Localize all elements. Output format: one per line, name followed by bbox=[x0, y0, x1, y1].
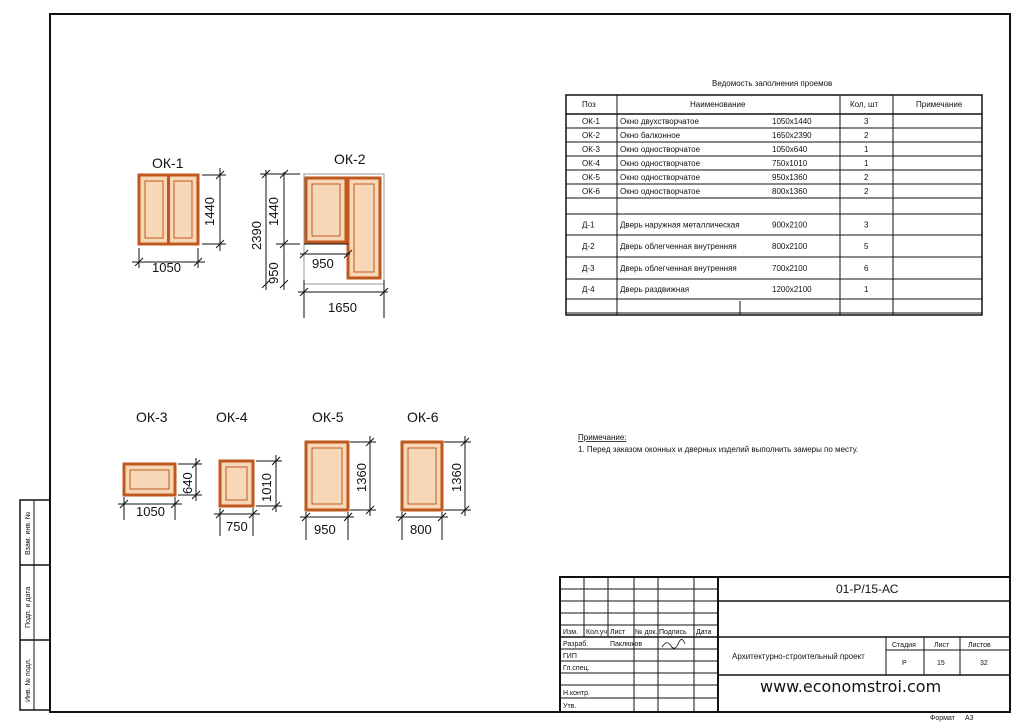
spec-cell-qty: 3 bbox=[864, 117, 869, 126]
ok2-door-width: 950 bbox=[312, 256, 334, 271]
spec-cell-name: Окно одностворчатое bbox=[620, 159, 701, 168]
tb-list-label: Лист bbox=[934, 642, 950, 649]
spec-cell-pos: Д-4 bbox=[582, 285, 595, 294]
tb-col-podp: Подпись bbox=[659, 629, 687, 636]
tb-code: 01-Р/15-АС bbox=[836, 582, 899, 596]
spec-cell-size: 1650х2390 bbox=[772, 131, 812, 140]
side-stamp bbox=[20, 500, 50, 710]
tb-stadia-value: Р bbox=[902, 660, 907, 667]
spec-cell-size: 800х1360 bbox=[772, 187, 808, 196]
side-stamp-vzam: Взам. инв. № bbox=[25, 511, 32, 555]
tb-role-gl: Гл.спец. bbox=[563, 665, 590, 672]
spec-cell-size: 900х2100 bbox=[772, 220, 808, 230]
tb-col-kol: Кол.уч bbox=[586, 629, 607, 636]
watermark: www.economstroi.com bbox=[760, 677, 942, 696]
tb-author: Паклюков bbox=[610, 641, 643, 648]
spec-cell-pos: ОК-4 bbox=[582, 159, 600, 168]
spec-cell-pos: Д-1 bbox=[582, 220, 595, 230]
ok2-total-width: 1650 bbox=[328, 300, 357, 315]
spec-cell-pos: ОК-1 bbox=[582, 117, 600, 126]
window-ok1 bbox=[132, 155, 226, 275]
spec-cell-name: Дверь наружная металлическая bbox=[620, 220, 740, 230]
spec-cell-name: Окно балконное bbox=[620, 131, 681, 140]
side-stamp-inv: Инв. № подл. bbox=[25, 658, 32, 702]
ok1-label: ОК-1 bbox=[152, 155, 184, 171]
spec-cell-pos: Д-3 bbox=[582, 264, 595, 273]
tb-format-label: Формат bbox=[930, 715, 955, 722]
tb-col-data: Дата bbox=[696, 629, 712, 636]
spec-cell-qty: 2 bbox=[864, 173, 869, 182]
notes bbox=[578, 433, 858, 454]
spec-cell-size: 1050х1440 bbox=[772, 117, 812, 126]
spec-cell-qty: 6 bbox=[864, 264, 869, 273]
spec-header-qty: Кол, шт bbox=[850, 100, 879, 109]
spec-cell-size: 1050х640 bbox=[772, 145, 808, 154]
notes-line1: 1. Перед заказом оконных и дверных изделий выполнить замеры по месту. bbox=[578, 445, 859, 454]
spec-cell-qty: 3 bbox=[864, 220, 869, 230]
spec-cell-qty: 2 bbox=[864, 131, 869, 140]
spec-cell-qty: 1 bbox=[864, 285, 869, 294]
ok4-width: 750 bbox=[226, 519, 248, 534]
spec-cell-name: Окно двухстворчатое bbox=[620, 117, 699, 126]
tb-format-value: А3 bbox=[965, 715, 974, 722]
spec-table-title: Ведомость заполнения проемов bbox=[712, 79, 833, 88]
window-ok2 bbox=[249, 151, 388, 318]
spec-cell-name: Окно одностворчатое bbox=[620, 145, 701, 154]
spec-cell-name: Дверь облегченная внутренняя bbox=[620, 242, 737, 251]
spec-cell-pos: Д-2 bbox=[582, 242, 595, 251]
spec-cell-size: 950х1360 bbox=[772, 173, 808, 182]
signature bbox=[662, 639, 685, 648]
spec-cell-size: 800х2100 bbox=[772, 242, 808, 251]
ok2-label: ОК-2 bbox=[334, 151, 366, 167]
spec-table bbox=[566, 79, 982, 315]
ok1-height: 1440 bbox=[202, 197, 217, 226]
spec-cell-qty: 5 bbox=[864, 242, 869, 251]
ok6-label: ОК-6 bbox=[407, 409, 439, 425]
ok3-width: 1050 bbox=[136, 504, 165, 519]
tb-project-title: Архитектурно-строительный проект bbox=[732, 652, 865, 661]
spec-cell-size: 750х1010 bbox=[772, 159, 808, 168]
tb-col-izm: Изм. bbox=[563, 629, 578, 636]
tb-role-nkontr: Н.контр. bbox=[563, 690, 590, 697]
tb-role-gip: ГИП bbox=[563, 653, 577, 660]
tb-list-value: 15 bbox=[937, 660, 945, 667]
ok2-window-height: 1440 bbox=[266, 197, 281, 226]
spec-cell-name: Дверь раздвижная bbox=[620, 285, 690, 294]
title-block bbox=[560, 577, 1010, 722]
spec-cell-qty: 2 bbox=[864, 187, 869, 196]
spec-cell-name: Окно одностворчатое bbox=[620, 173, 701, 182]
ok3-label: ОК-3 bbox=[136, 409, 168, 425]
tb-role-razrab: Разраб. bbox=[563, 641, 589, 648]
spec-cell-size: 1200х2100 bbox=[772, 285, 812, 294]
window-ok4 bbox=[214, 409, 282, 536]
spec-cell-pos: ОК-2 bbox=[582, 131, 600, 140]
window-ok5 bbox=[300, 409, 376, 540]
ok5-label: ОК-5 bbox=[312, 409, 344, 425]
ok4-label: ОК-4 bbox=[216, 409, 248, 425]
spec-cell-pos: ОК-3 bbox=[582, 145, 600, 154]
side-stamp-podp: Подп. и дата bbox=[25, 586, 32, 628]
spec-cell-pos: ОК-6 bbox=[582, 187, 600, 196]
window-ok6 bbox=[396, 409, 471, 540]
tb-col-ndok: № док. bbox=[635, 629, 658, 636]
ok4-height: 1010 bbox=[259, 473, 274, 502]
spec-cell-qty: 1 bbox=[864, 145, 869, 154]
tb-col-list: Лист bbox=[610, 629, 626, 636]
tb-listov-label: Листов bbox=[968, 642, 991, 649]
spec-cell-qty: 1 bbox=[864, 159, 869, 168]
ok5-height: 1360 bbox=[354, 463, 369, 492]
ok3-height: 640 bbox=[180, 472, 195, 494]
tb-role-utv: Утв. bbox=[563, 703, 577, 710]
spec-rows bbox=[566, 117, 982, 315]
ok2-bottom-height: 950 bbox=[266, 262, 281, 284]
spec-header-name: Наименование bbox=[690, 100, 746, 109]
spec-cell-pos: ОК-5 bbox=[582, 173, 600, 182]
window-ok3 bbox=[118, 409, 202, 520]
ok1-width: 1050 bbox=[152, 260, 181, 275]
spec-cell-name: Дверь облегченная внутренняя bbox=[620, 264, 737, 273]
spec-cell-size: 700х2100 bbox=[772, 264, 808, 273]
ok6-width: 800 bbox=[410, 522, 432, 537]
spec-header-note: Примечание bbox=[916, 100, 963, 109]
tb-stadia-label: Стадия bbox=[892, 642, 916, 649]
spec-cell-name: Окно одностворчатое bbox=[620, 187, 701, 196]
spec-header-pos: Поз bbox=[582, 100, 596, 109]
ok2-total-height: 2390 bbox=[249, 221, 264, 250]
ok6-height: 1360 bbox=[449, 463, 464, 492]
ok5-width: 950 bbox=[314, 522, 336, 537]
notes-heading: Примечание: bbox=[578, 433, 627, 442]
tb-listov-value: 32 bbox=[980, 660, 988, 667]
